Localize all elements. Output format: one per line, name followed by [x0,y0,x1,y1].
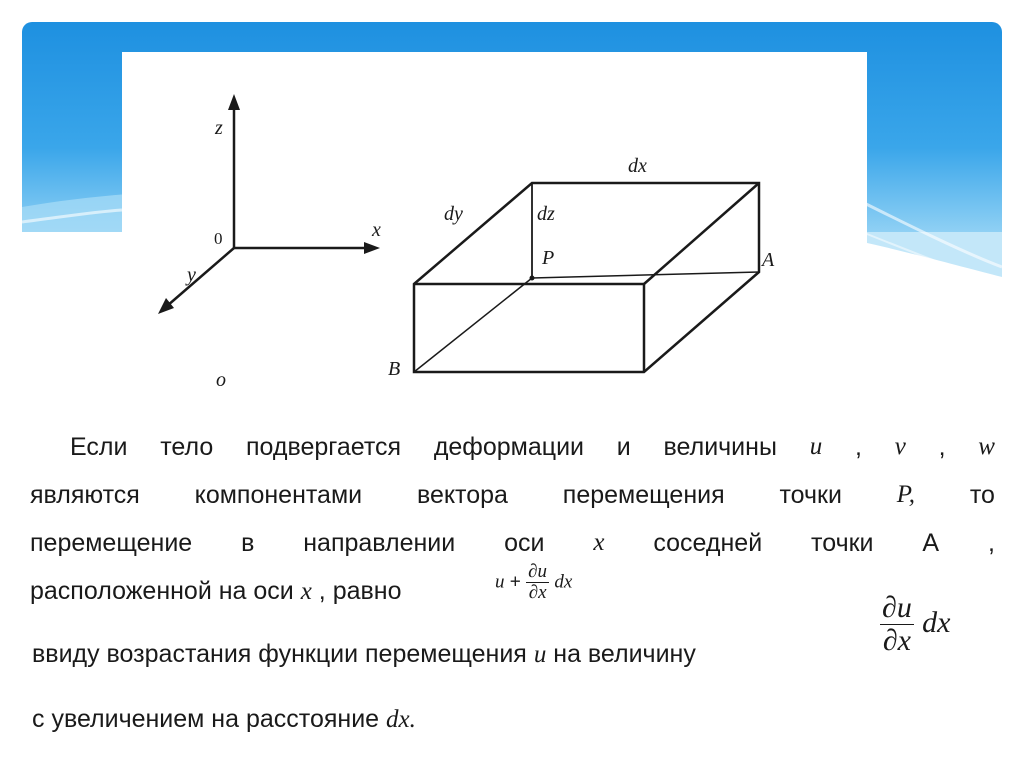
x-arrowhead [364,242,380,254]
comma: , [987,529,995,557]
word: деформации [433,433,585,461]
comma: , [938,433,946,461]
figure-panel [122,52,867,427]
text-run: расположенной на оси [30,577,294,605]
text-line-1 [70,430,995,464]
word: вектора [416,481,508,509]
word: A [922,529,940,557]
dx-label: dx [628,155,647,177]
point-b-label: B [388,358,401,380]
b-to-p-line [414,278,532,372]
word: являются [30,481,140,509]
word: перемещение [30,529,193,557]
p-to-a-line [532,272,759,278]
text-run: , равно [318,577,402,605]
comma: , [854,433,862,461]
formula-increment [880,592,951,656]
formula-plus: + [509,571,521,593]
box-outline [414,183,759,372]
formula-dx: dx [922,605,951,639]
text-line-5 [32,637,696,671]
formula-fraction [880,592,914,656]
var-u: u [809,433,823,460]
dz-label: dz [537,203,555,225]
var-x: x [593,529,605,556]
var-v: v [894,433,906,460]
formula-dx: dx [554,571,573,593]
word: соседней [653,529,763,557]
fraction-denominator: ∂x [528,581,547,603]
y-axis-label: y [187,264,196,286]
deformation-diagram [122,52,867,427]
word: компонентами [194,481,363,509]
word: направлении [303,529,456,557]
word: оси [504,529,545,557]
text-run: ввиду возрастания функции перемещения [32,640,527,668]
x-axis-label: x [372,219,381,241]
fraction-denominator: ∂x [882,623,911,657]
var-x: x [300,578,312,605]
fraction-numerator: ∂u [882,591,912,624]
point-a-label: A [762,249,775,271]
z-arrowhead [228,94,240,110]
word: то [969,481,995,509]
text-line-6 [32,702,416,736]
point-p-label: P [542,247,555,269]
dy-label: dy [444,203,463,225]
text-line-3 [30,526,995,560]
var-dx: dx. [386,706,416,733]
y-axis [167,248,234,306]
word: точки [779,481,842,509]
o-label: o [216,369,226,391]
word: перемещения [562,481,725,509]
word: подвергается [246,433,402,461]
formula-u: u [495,571,505,593]
word: величины [663,433,777,461]
formula-fraction [526,562,549,603]
var-p: P, [896,481,916,508]
word: Если [70,433,128,461]
formula-displacement [495,562,572,603]
text-line-2 [30,478,995,512]
text-run: с увеличением на расстояние [32,705,380,733]
text-line-4 [30,574,402,608]
var-u: u [533,641,547,668]
word: в [241,529,255,557]
z-axis-label: z [215,117,223,139]
var-w: w [978,433,995,460]
word: точки [811,529,874,557]
origin-label: 0 [214,229,223,248]
fraction-numerator: ∂u [528,561,548,582]
point-p-dot [530,276,535,281]
word: тело [160,433,214,461]
word: и [616,433,631,461]
box-edge [644,183,759,284]
text-run: на величину [553,640,696,668]
